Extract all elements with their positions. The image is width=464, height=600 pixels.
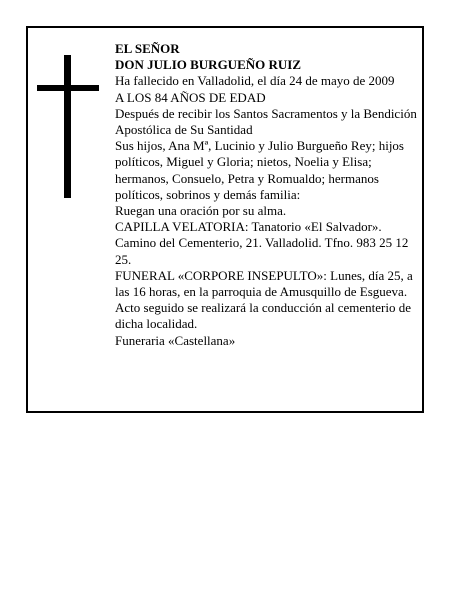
sacraments-paragraph: Después de recibir los Santos Sacramentos y la Bendición Apostólica de Su Santidad (115, 105, 417, 138)
cross-vertical-bar (64, 55, 71, 198)
cross-horizontal-bar (37, 85, 99, 91)
funeral-paragraph: FUNERAL «CORPORE INSEPULTO»: Lunes, día 25, a las 16 horas, en la parroquia de Amusquillo de Esgueva. Acto seguido se realizará la conducción al cementerio de dicha localidad. (115, 267, 413, 332)
funeral-home: Funeraria «Castellana» (115, 332, 236, 348)
deceased-name: DON JULIO BURGUEÑO RUIZ (115, 57, 301, 73)
chapel-paragraph: CAPILLA VELATORIA: Tanatorio «El Salvador». Camino del Cementerio, 21. Valladolid. Tfno. 983 25 12 25. (115, 219, 409, 267)
family-paragraph: Sus hijos, Ana Mª, Lucinio y Julio Burgueño Rey; hijos políticos, Miguel y Gloria; nietos, Noelia y Elisa; hermanos, Consuelo, Petra y Romualdo; hermanos políticos, sobrinos y demás familia: (115, 138, 404, 202)
prayer-line: Ruegan una oración por su alma. (115, 203, 287, 219)
death-info: Ha fallecido en Valladolid, el día 24 de mayo de 2009 (115, 73, 395, 89)
obituary-notice (26, 26, 424, 413)
cross-icon (37, 55, 99, 198)
heading-title: EL SEÑOR (115, 41, 180, 56)
age-line: A LOS 84 AÑOS DE EDAD (115, 89, 266, 105)
notice-text (115, 41, 421, 349)
